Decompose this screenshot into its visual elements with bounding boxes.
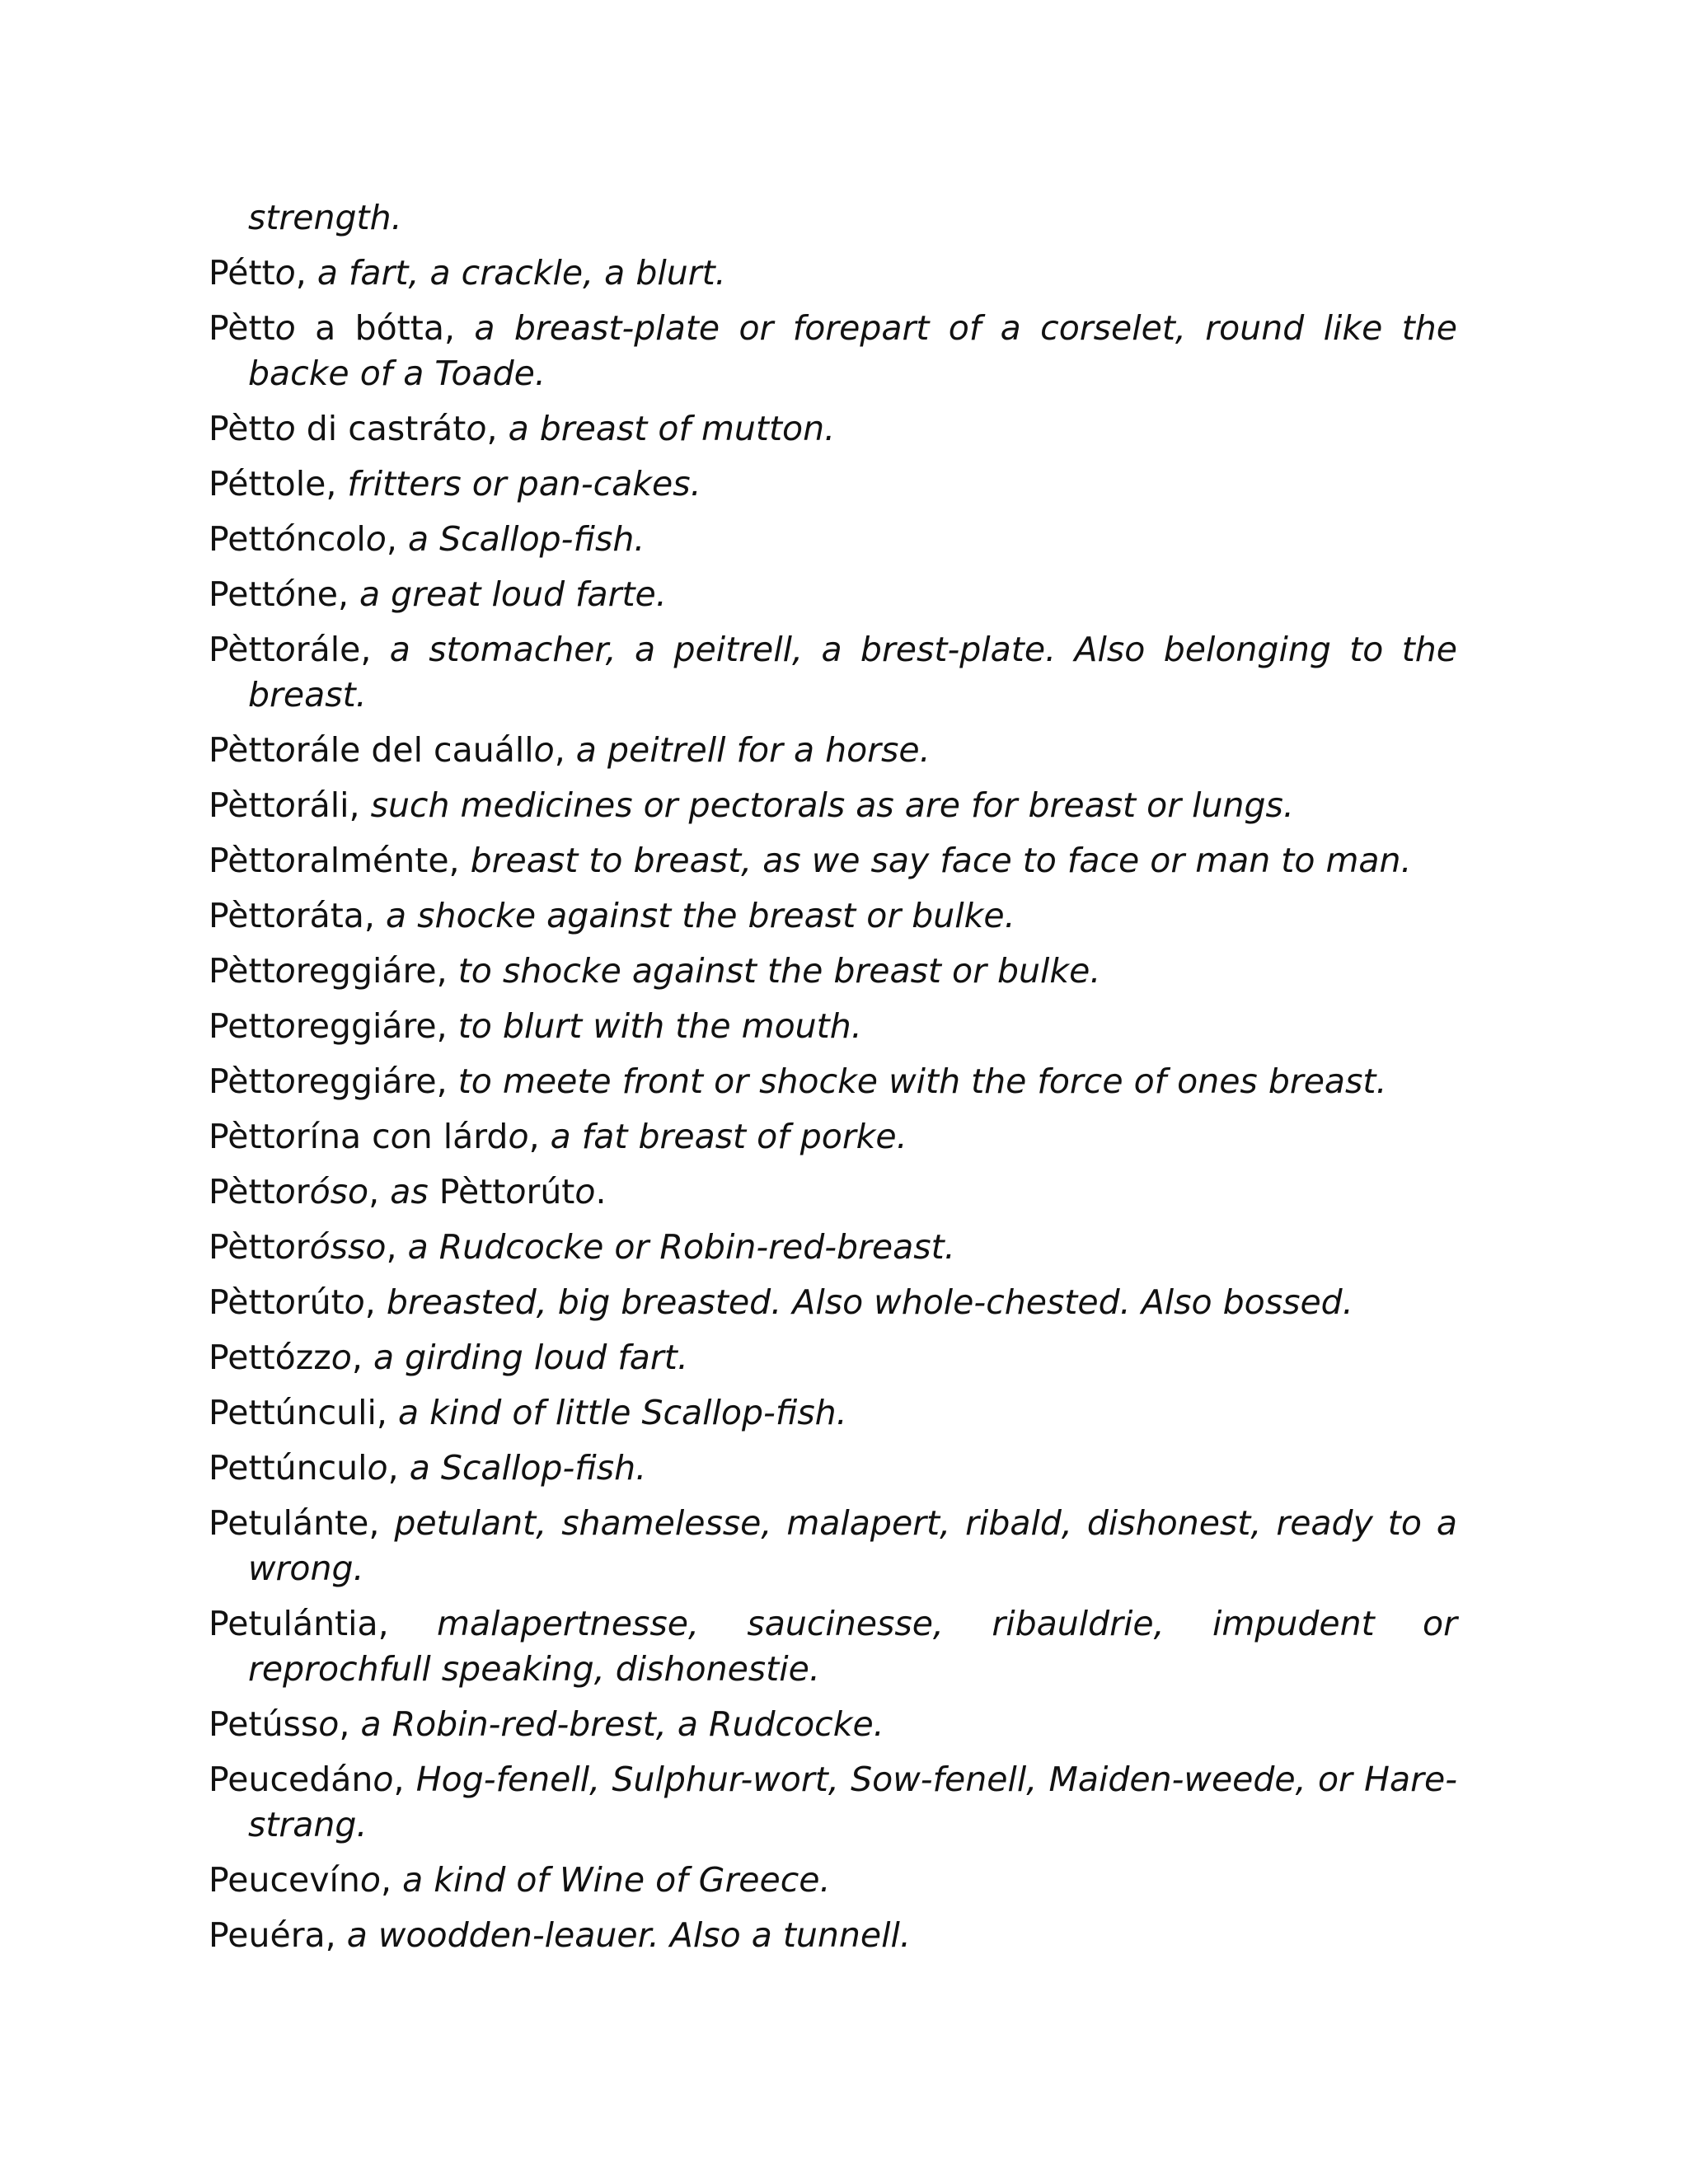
entry-roman-text: Pètt	[209, 1282, 275, 1322]
entry-roman-text: Pètt	[209, 785, 275, 825]
entry-italic-text: to shocke against the breast or bulke.	[457, 951, 1101, 991]
entry-roman-text: Petulántia,	[209, 1604, 438, 1643]
entry-roman-text: n lárd	[410, 1117, 509, 1156]
entry-roman-text: Peucedán	[209, 1760, 373, 1799]
entry-roman-text: Pètt	[209, 1227, 275, 1267]
entry-italic-text: o	[331, 1338, 352, 1377]
dictionary-entry	[209, 1004, 1457, 1049]
entry-roman-text: ,	[380, 1860, 403, 1900]
entry-roman-text: rút	[295, 1282, 345, 1322]
entry-roman-text: a bótta,	[295, 308, 475, 348]
dictionary-entry	[209, 1757, 1457, 1848]
entry-roman-text: Pètt	[209, 730, 275, 770]
entry-italic-text: o	[274, 951, 296, 991]
dictionary-entry	[209, 1858, 1457, 1903]
entry-roman-text: Pètt	[209, 1062, 275, 1101]
entry-italic-text: o	[274, 730, 296, 770]
entry-italic-text: breasted, big breasted. Also whole-chested. Also bossed.	[386, 1282, 1353, 1322]
entry-roman-text: Pett	[209, 1006, 275, 1046]
dictionary-entry	[209, 406, 1457, 452]
entry-roman-text: Pètt	[209, 1117, 275, 1156]
dictionary-entry	[209, 627, 1457, 718]
entry-roman-text: Pètt	[209, 951, 275, 991]
entry-roman-text: rút	[526, 1172, 575, 1212]
entry-italic-text: a Scallop-fish.	[409, 1448, 647, 1488]
entry-roman-text: Pettúnculi,	[209, 1393, 398, 1432]
entry-italic-text: a breast of mutton.	[508, 409, 836, 448]
dictionary-entry	[209, 306, 1457, 396]
entry-roman-text: Pètt	[209, 896, 275, 935]
entry-italic-text: a fat breast of porke.	[550, 1117, 907, 1156]
dictionary-entry	[209, 462, 1457, 507]
entry-roman-text: ,	[295, 253, 317, 293]
entry-italic-text: óso	[309, 1172, 369, 1212]
dictionary-entry	[209, 783, 1457, 828]
entry-roman-text: rále del cauáll	[295, 730, 534, 770]
entry-roman-text: reggiáre,	[295, 951, 458, 991]
dictionary-entry	[209, 949, 1457, 994]
entry-roman-text: Peuéra,	[209, 1915, 347, 1955]
entry-italic-text: a fart, a crackle, a blurt.	[316, 253, 726, 293]
entry-roman-text: nc	[295, 519, 336, 559]
entry-italic-text: a great loud farte.	[359, 574, 667, 614]
entry-italic-text: o	[274, 896, 296, 935]
entry-italic-text: o	[274, 841, 296, 880]
entry-roman-text: Petúss	[209, 1704, 319, 1744]
dictionary-entry	[209, 251, 1457, 296]
entry-roman-text: ,	[528, 1117, 551, 1156]
entry-italic-text: a breast-plate or forepart of a corselet, round like the backe of a Toade.	[248, 308, 1457, 393]
entry-italic-text: breast to breast, as we say face to face or man to man.	[470, 841, 1412, 880]
entry-roman-text: Pètt	[209, 308, 275, 348]
entry-italic-text: Hog-fenell, Sulphur-wort, Sow-fenell, Maiden-weede, or Hare-strang.	[248, 1760, 1457, 1844]
entry-italic-text: a Scallop-fish.	[407, 519, 645, 559]
entry-italic-text: a girding loud fart.	[373, 1338, 688, 1377]
entry-roman-text: r	[295, 1227, 310, 1267]
entry-italic-text: a woodden-leauer. Also a tunnell.	[346, 1915, 911, 1955]
entry-italic-text: o	[274, 253, 296, 293]
dictionary-entry	[209, 1702, 1457, 1747]
entry-italic-text: a Robin-red-brest, a Rudcocke.	[360, 1704, 884, 1744]
entry-italic-text: o	[274, 409, 296, 448]
entry-italic-text: o	[274, 1282, 296, 1322]
dictionary-entry	[209, 1390, 1457, 1436]
dictionary-entry	[209, 1114, 1457, 1160]
dictionary-entry	[209, 1501, 1457, 1591]
entry-roman-text: ,	[393, 1760, 416, 1799]
entry-roman-text: ,	[368, 1172, 391, 1212]
entry-roman-text: Pétt	[209, 253, 275, 293]
entry-italic-text: such medicines or pectorals as are for breast or lungs.	[370, 785, 1294, 825]
entry-italic-text: to blurt with the mouth.	[457, 1006, 862, 1046]
dictionary-entry	[209, 572, 1457, 617]
entry-italic-text: ó	[274, 574, 296, 614]
entry-italic-text: o	[274, 308, 296, 348]
entry-italic-text: o	[318, 1704, 340, 1744]
entry-roman-text: ráli,	[295, 785, 371, 825]
entry-roman-text: rína c	[295, 1117, 391, 1156]
dictionary-entry	[209, 1335, 1457, 1380]
entry-roman-text: reggiáre,	[295, 1006, 458, 1046]
entry-roman-text: di castrát	[295, 409, 467, 448]
entry-italic-text: o	[365, 519, 387, 559]
entry-roman-text: ,	[386, 519, 408, 559]
entry-roman-text: ,	[364, 1282, 387, 1322]
entry-italic-text: ó	[274, 519, 296, 559]
entry-roman-text: .	[595, 1172, 607, 1212]
entry-italic-text: fritters or pan-cakes.	[347, 464, 701, 504]
entry-italic-text: o	[466, 409, 487, 448]
entry-roman-text: Pètt	[209, 630, 275, 669]
entry-roman-text: ,	[339, 1704, 361, 1744]
entry-roman-text: reggiáre,	[295, 1062, 458, 1101]
dictionary-entry	[209, 893, 1457, 939]
entry-roman-text: Pettózz	[209, 1338, 331, 1377]
entry-roman-text: Pètt	[209, 409, 275, 448]
entry-italic-text: o	[274, 630, 296, 669]
entry-italic-text: o	[508, 1117, 529, 1156]
entry-roman-text: Pètt	[209, 1172, 275, 1212]
entry-roman-text: ,	[387, 1448, 410, 1488]
entry-roman-text: Pett	[209, 574, 275, 614]
entry-roman-text: Peucevín	[209, 1860, 360, 1900]
entry-italic-text: a stomacher, a peitrell, a brest-plate. Also belonging to the breast.	[248, 630, 1457, 715]
entry-italic-text: ósso	[309, 1227, 387, 1267]
entry-italic-text: a kind of Wine of Greece.	[402, 1860, 831, 1900]
entry-italic-text: o	[359, 1860, 381, 1900]
entry-roman-text: Péttole,	[209, 464, 348, 504]
dictionary-entry	[209, 517, 1457, 562]
entry-italic-text: o	[574, 1172, 596, 1212]
entry-roman-text: Pètt	[209, 841, 275, 880]
entry-roman-text: ,	[554, 730, 576, 770]
entry-italic-text: as	[390, 1172, 439, 1212]
dictionary-entry	[209, 1059, 1457, 1104]
dictionary-entry	[209, 1446, 1457, 1491]
entry-italic-text: o	[274, 1062, 296, 1101]
entry-roman-text: ne,	[295, 574, 360, 614]
entry-roman-text: ,	[486, 409, 509, 448]
entry-italic-text: a peitrell for a horse.	[575, 730, 931, 770]
entry-italic-text: o	[390, 1117, 411, 1156]
entry-italic-text: petulant, shamelesse, malapert, ribald, dishonest, ready to a wrong.	[248, 1503, 1457, 1588]
entry-italic-text: o	[344, 1282, 365, 1322]
entry-italic-text: o	[335, 519, 357, 559]
entry-list	[209, 195, 1457, 1958]
dictionary-page	[209, 195, 1457, 1968]
dictionary-entry	[209, 1280, 1457, 1325]
entry-italic-text: o	[274, 1006, 296, 1046]
entry-roman-text: Pètt	[438, 1172, 506, 1212]
entry-roman-text: ralménte,	[295, 841, 471, 880]
entry-roman-text: ,	[351, 1338, 373, 1377]
entry-italic-text: a Rudcocke or Robin-red-breast.	[407, 1227, 955, 1267]
entry-italic-text: to meete front or shocke with the force of ones breast.	[457, 1062, 1387, 1101]
entry-italic-text: o	[274, 1172, 296, 1212]
dictionary-entry	[209, 1601, 1457, 1692]
entry-italic-text: o	[274, 1117, 296, 1156]
entry-roman-text: ,	[386, 1227, 408, 1267]
dictionary-entry	[209, 195, 1457, 241]
entry-italic-text: malapertnesse, saucinesse, ribauldrie, impudent or reprochfull speaking, dishonestie.	[248, 1604, 1457, 1689]
entry-roman-text: Pettúncul	[209, 1448, 368, 1488]
entry-italic-text: o	[274, 785, 296, 825]
entry-roman-text: Pett	[209, 519, 275, 559]
entry-roman-text: r	[295, 1172, 310, 1212]
entry-roman-text: ráta,	[295, 896, 386, 935]
entry-italic-text: o	[367, 1448, 388, 1488]
dictionary-entry	[209, 728, 1457, 773]
entry-italic-text: o	[505, 1172, 527, 1212]
entry-roman-text: rále,	[295, 630, 390, 669]
entry-italic-text: a kind of little Scallop-fish.	[397, 1393, 847, 1432]
entry-italic-text: strength.	[248, 198, 402, 237]
dictionary-entry	[209, 1913, 1457, 1958]
entry-roman-text: Petulánte,	[209, 1503, 395, 1543]
entry-italic-text: o	[533, 730, 555, 770]
dictionary-entry	[209, 1169, 1457, 1215]
entry-italic-text: o	[373, 1760, 394, 1799]
dictionary-entry	[209, 838, 1457, 883]
dictionary-entry	[209, 1225, 1457, 1270]
entry-roman-text: l	[356, 519, 366, 559]
entry-italic-text: o	[274, 1227, 296, 1267]
entry-italic-text: a shocke against the breast or bulke.	[385, 896, 1015, 935]
